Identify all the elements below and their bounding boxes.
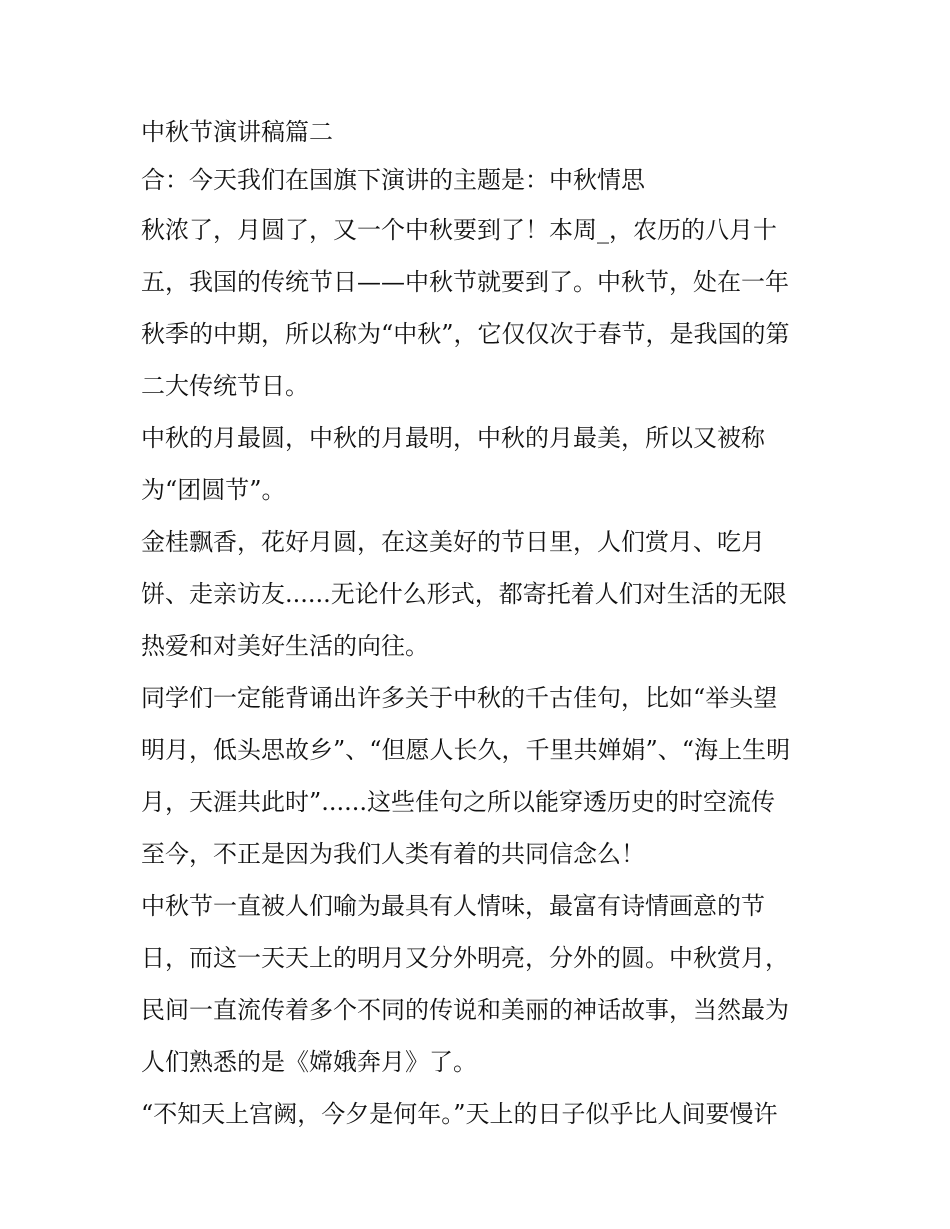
text-line: 明月，低头思故乡”、“但愿人长久，千里共婵娟”、“海上生明 — [141, 736, 791, 764]
text-line: 人们熟悉的是《嫦娥奔月》了。 — [141, 1048, 477, 1076]
text-line: 中秋节一直被人们喻为最具有人情味，最富有诗情画意的节 — [141, 892, 765, 920]
text-line: 热爱和对美好生活的向往。 — [141, 632, 429, 660]
text-line: 日，而这一天天上的明月又分外明亮，分外的圆。中秋赏月， — [141, 944, 789, 972]
text-line: 为“团圆节”。 — [141, 476, 286, 504]
document-title: 中秋节演讲稿篇二 — [141, 118, 333, 146]
text-line: 秋季的中期，所以称为“中秋”，它仅仅次于春节，是我国的第 — [141, 320, 790, 348]
document-body — [141, 108, 821, 1140]
text-line: 金桂飘香，花好月圆，在这美好的节日里，人们赏月、吃月 — [141, 528, 765, 556]
text-line: 至今，不正是因为我们人类有着的共同信念么！ — [141, 840, 645, 868]
text-line: 民间一直流传着多个不同的传说和美丽的神话故事，当然最为 — [141, 996, 789, 1024]
text-line: “不知天上宫阙，今夕是何年。”天上的日子似乎比人间要慢许 — [141, 1100, 778, 1128]
text-line: 五，我国的传统节日——中秋节就要到了。中秋节，处在一年 — [141, 268, 789, 296]
text-line: 中秋的月最圆，中秋的月最明，中秋的月最美，所以又被称 — [141, 424, 765, 452]
text-line: 饼、走亲访友......无论什么形式，都寄托着人们对生活的无限 — [141, 580, 787, 608]
text-line: 二大传统节日。 — [141, 372, 309, 400]
text-line: 同学们一定能背诵出许多关于中秋的千古佳句，比如“举头望 — [141, 684, 778, 712]
text-line: 月，天涯共此时”......这些佳句之所以能穿透历史的时空流传 — [141, 788, 776, 816]
text-line: 秋浓了，月圆了，又一个中秋要到了！本周_，农历的八月十 — [141, 216, 777, 244]
text-line: 合：今天我们在国旗下演讲的主题是：中秋情思 — [141, 166, 645, 194]
